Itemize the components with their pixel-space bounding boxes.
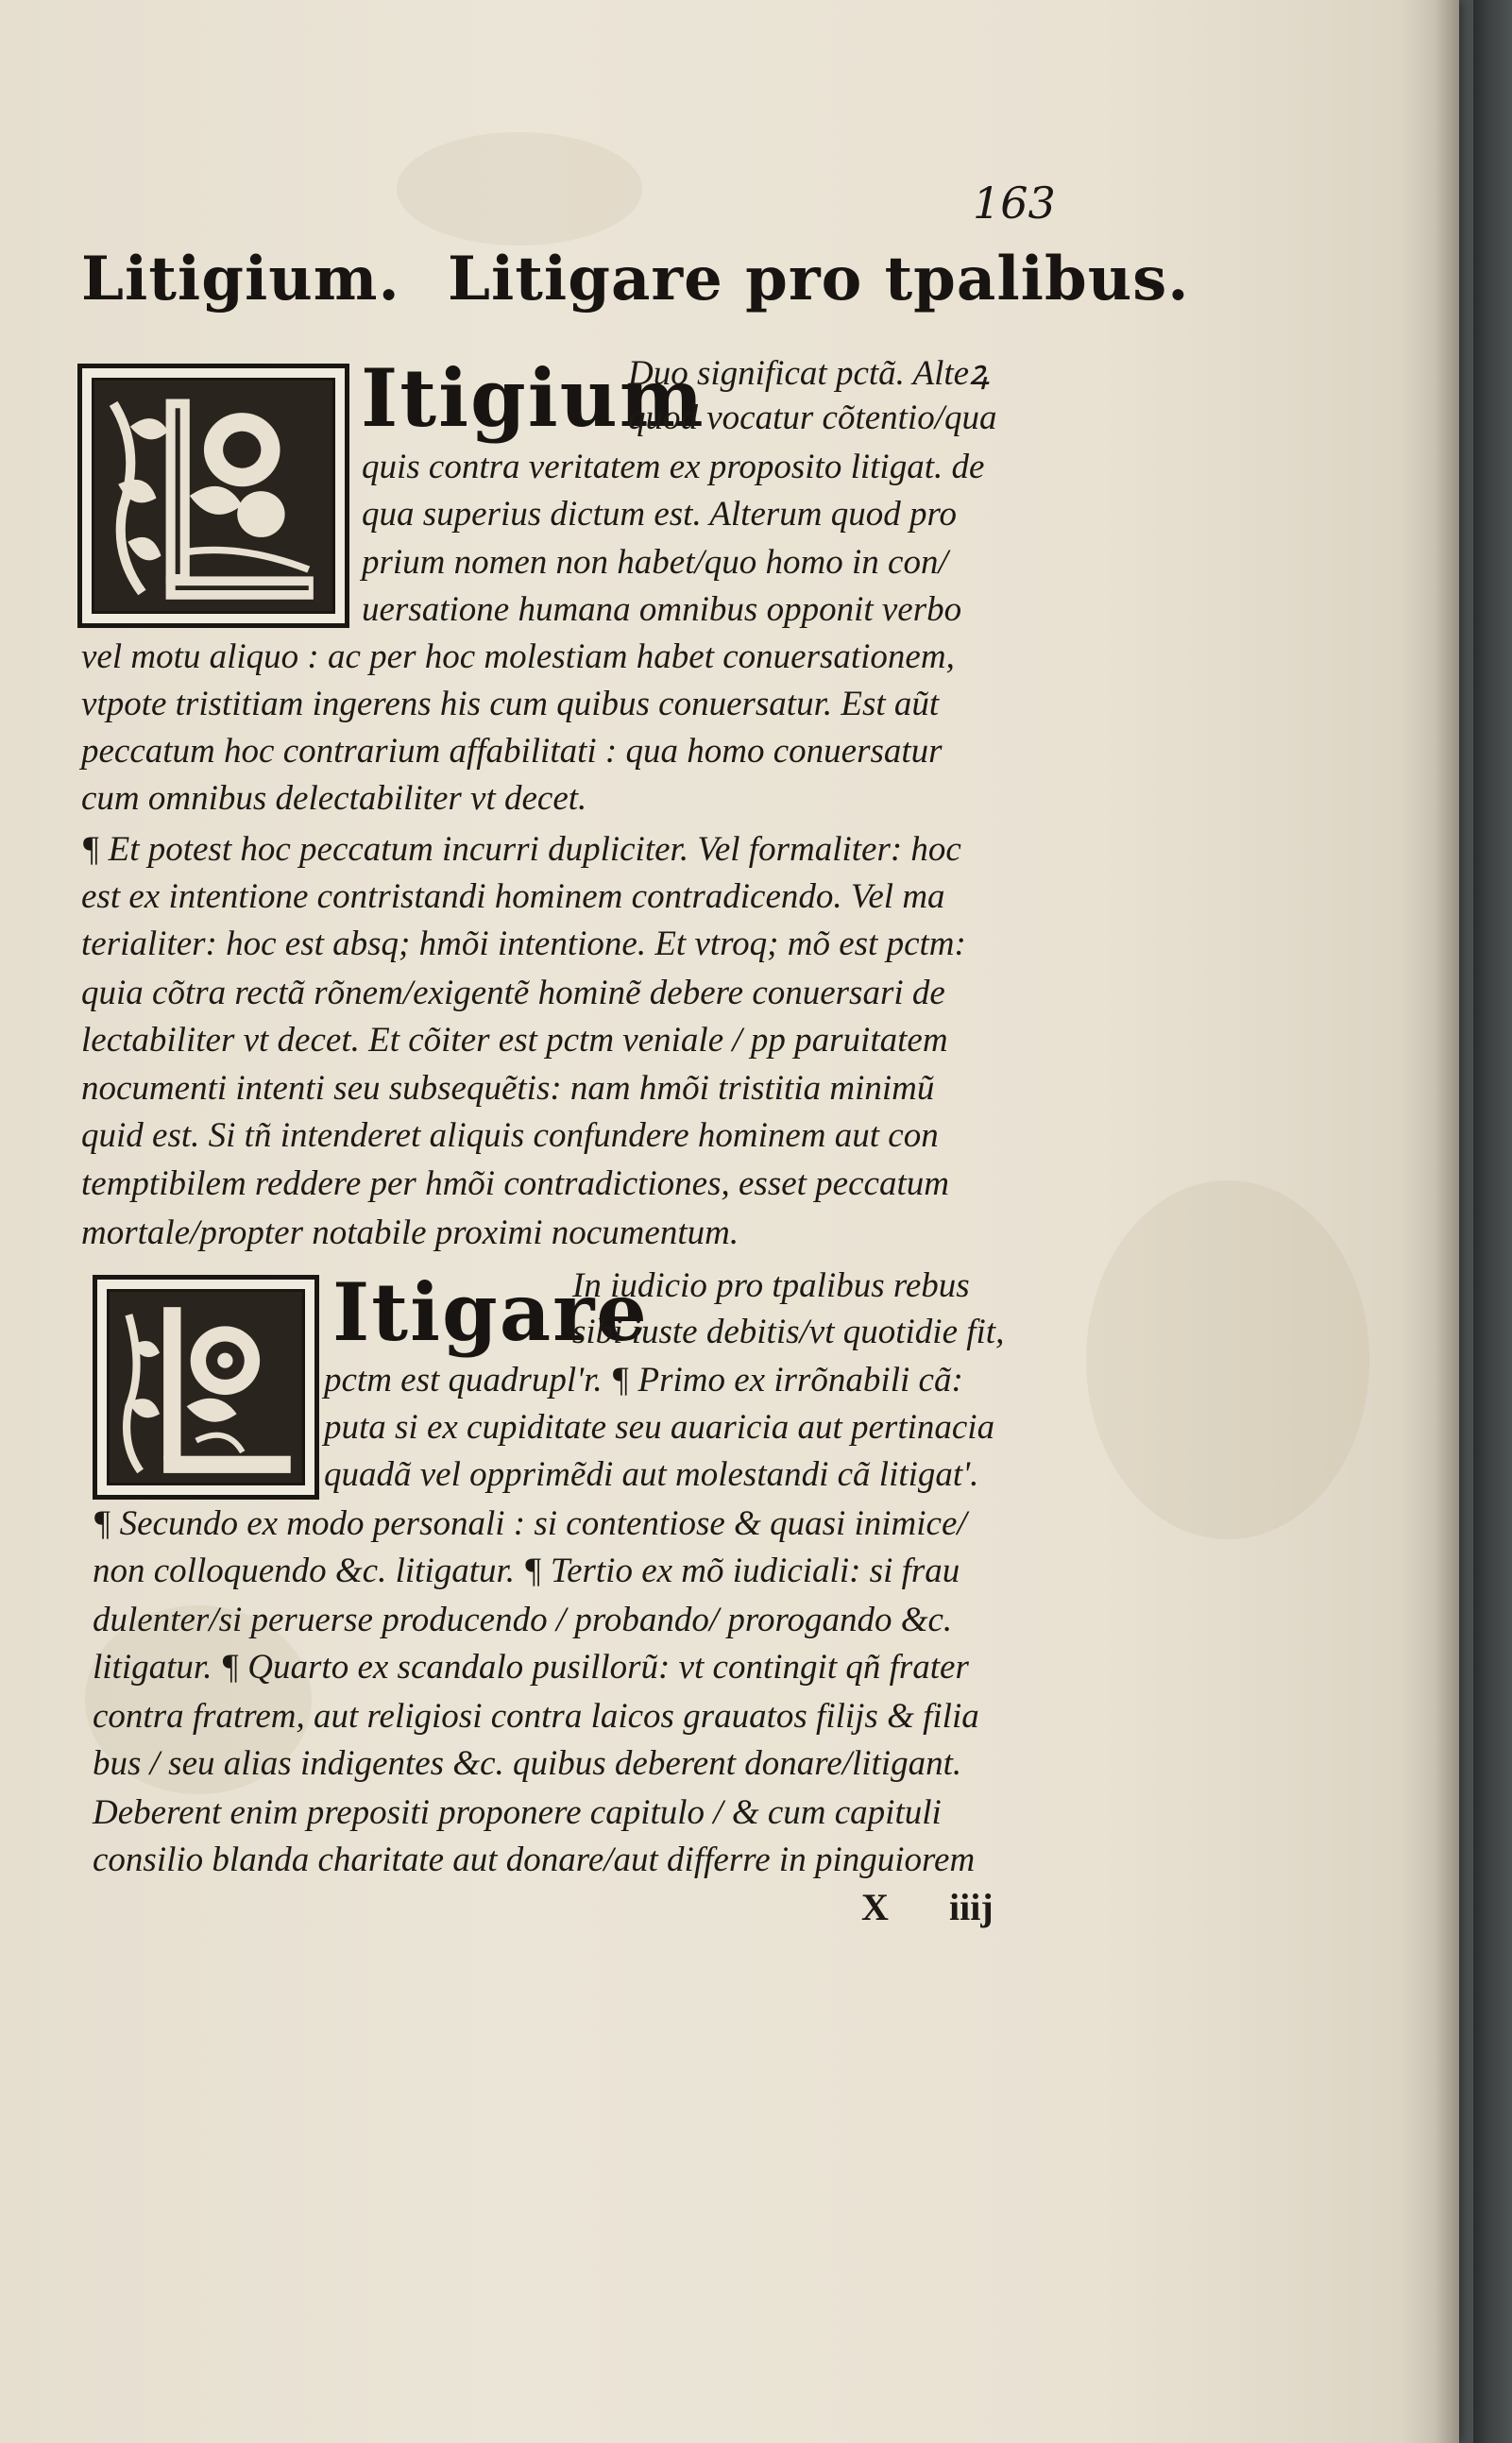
text-line: prium nomen non habet/quo homo in con/: [362, 543, 948, 582]
text-line: Duo significat pctã. Alteꝝ: [628, 354, 990, 393]
initial-ornament: [107, 1289, 305, 1485]
text-line: vtpote tristitiam ingerens his cum quibus conuersatur. Est aũt: [81, 685, 940, 723]
text-line: qua superius dictum est. Alterum quod pro: [362, 495, 958, 534]
text-line: contra fratrem, aut religiosi contra laicos grauatos filijs & filia: [93, 1697, 979, 1736]
text-line: ¶ Et potest hoc peccatum incurri dupliciter. Vel formaliter: hoc: [81, 830, 961, 869]
text-line: vel motu aliquo : ac per hoc molestiam habet conuersationem,: [81, 637, 955, 676]
headword-litigare: Itigare: [332, 1265, 649, 1359]
text-line: quia cõtra rectã rõnem/exigentẽ hominẽ debere conuersari de: [81, 974, 945, 1012]
floral-ornament-icon: [94, 381, 332, 611]
text-line: quadã vel opprimẽdi aut molestandi cã litigat'.: [324, 1455, 979, 1494]
text-line: terialiter: hoc est absq; hmõi intentione. Et vtroq; mõ est pctm:: [81, 925, 966, 963]
text-line: dulenter/si peruerse producendo / probando/ prorogando &c.: [93, 1601, 953, 1639]
initial-ornament: [92, 378, 335, 614]
text-line: quis contra veritatem ex proposito litigat. de: [362, 448, 985, 486]
text-line: sibi iuste debitis/vt quotidie fit,: [572, 1313, 1005, 1351]
text-line: cum omnibus delectabiliter vt decet.: [81, 779, 587, 818]
text-line: non colloquendo &c. litigatur. ¶ Tertio ex mõ iudiciali: si frau: [93, 1552, 960, 1590]
text-line: quod vocatur cõtentio/qua: [628, 399, 997, 437]
text-line: Deberent enim prepositi proponere capitulo / & cum capituli: [93, 1793, 942, 1832]
signature-letter: X: [861, 1886, 889, 1928]
paper-stain: [1086, 1180, 1369, 1539]
running-header-left: Litigium.: [81, 244, 400, 314]
text-line: peccatum hoc contrarium affabilitati : qua homo conuersatur: [81, 732, 943, 771]
text-line: mortale/propter notabile proximi nocumentum.: [81, 1213, 739, 1252]
rose-ornament-icon: [110, 1292, 302, 1483]
text-line: In iudicio pro tpalibus rebus: [572, 1266, 970, 1305]
decorated-initial-l: [77, 364, 349, 628]
decorated-initial-l-2: [93, 1275, 319, 1500]
text-line: bus / seu alias indigentes &c. quibus deberent donare/litigant.: [93, 1744, 962, 1783]
paper-stain: [397, 132, 642, 246]
text-line: consilio blanda charitate aut donare/aut differre in pinguiorem: [93, 1841, 976, 1879]
text-line: est ex intentione contristandi hominem contradicendo. Vel ma: [81, 877, 945, 916]
text-line: nocumenti intenti seu subsequẽtis: nam hmõi tristitia minimũ: [81, 1069, 935, 1108]
page-number: 163: [973, 178, 1056, 229]
text-line: puta si ex cupiditate seu auaricia aut pertinacia: [324, 1408, 995, 1447]
text-line: ¶ Secundo ex modo personali : si contentiose & quasi inimice/: [93, 1504, 967, 1543]
text-line: pctm est quadrupl'r. ¶ Primo ex irrõnabili cã:: [324, 1361, 963, 1400]
text-line: lectabiliter vt decet. Et cõiter est pctm veniale / pp paruitatem: [81, 1021, 948, 1060]
signature-number: iiij: [949, 1886, 994, 1928]
text-line: litigatur. ¶ Quarto ex scandalo pusillorũ: vt contingit qñ frater: [93, 1648, 969, 1687]
running-header-right: Litigare pro tpalibus.: [448, 244, 1190, 314]
text-line: uersatione humana omnibus opponit verbo: [362, 590, 962, 629]
scan-background: [1473, 0, 1512, 2443]
text-line: temptibilem reddere per hmõi contradictiones, esset peccatum: [81, 1164, 949, 1203]
text-line: quid est. Si tñ intenderet aliquis confundere hominem aut con: [81, 1116, 939, 1155]
page-edge-shadow: [1436, 0, 1459, 2443]
headword-litigium: Itigium: [361, 351, 705, 445]
